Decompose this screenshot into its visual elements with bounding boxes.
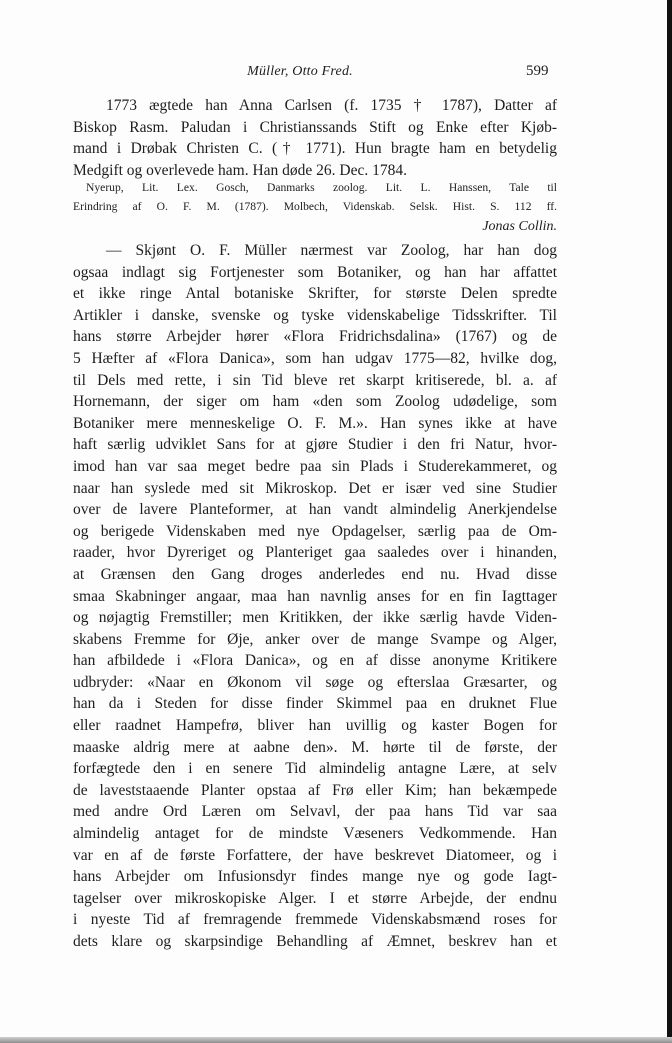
scan-edge-bottom	[0, 1037, 672, 1043]
text-line: maaske aldrig mere at aabne den». M. hørte til de første, der	[73, 738, 557, 756]
reference-line: Erindring af O. F. M. (1787). Molbech, Videnskab. Selsk. Hist. S. 112 ff.	[73, 200, 557, 213]
text-line: dets klare og skarpsindige Behandling af Æmnet, beskrev han et	[73, 933, 557, 950]
text-line: Hornemann, der siger om ham «den som Zoolog udødelige, som	[73, 393, 557, 411]
text-line: et ikke ringe Antal botaniske Skrifter, for største Delen spredte	[73, 285, 557, 303]
text-line: hans større Arbejder hører «Flora Fridrichsdalina» (1767) og de	[73, 328, 557, 346]
text-line: Botaniker mere menneskelige O. F. M.». Han synes ikke at have	[73, 414, 557, 432]
text-line: mand i Drøbak Christen C. († 1771). Hun bragte ham en betydelig	[73, 140, 557, 158]
scan-edge-right	[667, 0, 672, 1043]
text-line: i nyeste Tid af fremragende fremmede Videnskabsmænd roses for	[73, 911, 557, 929]
running-head: Müller, Otto Fred.	[247, 64, 353, 79]
text-line: 1773 ægtede han Anna Carlsen (f. 1735 † 1787), Datter af	[106, 97, 557, 114]
text-line: at Grænsen den Gang droges anderledes end nu. Hvad disse	[73, 565, 557, 583]
text-line: han afbildede i «Flora Danica», og en af disse anonyme Kritikere	[73, 652, 557, 670]
text-line: 5 Hæfter af «Flora Danica», som han udgav 1775—82, hvilke dog,	[73, 349, 557, 367]
text-line: over de lavere Planteformer, at han vandt almindelig Anerkjendelse	[73, 501, 557, 519]
text-line: almindelig antaget for de mindste Væseners Vedkommende. Han	[73, 825, 557, 843]
text-line: udbryder: «Naar en Økonom vil søge og efterslaa Græsarter, og	[73, 673, 557, 691]
text-line: tagelser over mikroskopiske Alger. I et større Arbejde, der endnu	[73, 889, 557, 907]
text-line: Artikler i danske, svenske og tyske videnskabelige Tidsskrifter. Til	[73, 306, 557, 324]
text-line: — Skjønt O. F. Müller nærmest var Zoolog, har han dog	[106, 242, 557, 259]
entry-end-paragraph	[73, 95, 557, 181]
text-line: skabens Fremme for Øje, anker over de mange Svampe og Alger,	[73, 630, 557, 648]
text-line: til Dels med rette, i sin Tid bleve ret skarpt kritiserede, bl. a. af	[73, 371, 557, 389]
text-line: og berigede Videnskaben med nye Opdagelser, særlig paa de Om-	[73, 522, 557, 540]
references-block	[73, 178, 557, 237]
text-line: var en af de første Forfattere, der have beskrevet Diatomeer, og i	[73, 846, 557, 864]
text-line: naar han syslede med sit Mikroskop. Det er især ved sine Studier	[73, 479, 557, 497]
botany-entry-paragraph	[73, 240, 557, 953]
text-line: ogsaa indlagt sig Fortjenester som Botaniker, og han har affattet	[73, 263, 557, 281]
text-line: og nøjagtig Fremstiller; men Kritikken, der ikke særlig havde Viden-	[73, 609, 557, 627]
text-line: han da i Steden for disse finder Skimmel paa en druknet Flue	[73, 695, 557, 713]
text-line: Medgift og overlevede ham. Han døde 26. Dec. 1784.	[73, 161, 408, 179]
text-line: Biskop Rasm. Paludan i Christianssands Stift og Enke efter Kjøb-	[73, 118, 557, 136]
text-line: imod han var saa meget bedre paa sin Plads i Studerekammeret, og	[73, 457, 557, 475]
reference-line: Nyerup, Lit. Lex. Gosch, Danmarks zoolog. Lit. L. Hanssen, Tale til	[86, 181, 557, 194]
text-line: med andre Ord Læren om Selvavl, der paa hans Tid var saa	[73, 803, 557, 821]
author-signature: Jonas Collin.	[482, 219, 557, 234]
text-line: hans Arbejder om Infusionsdyr findes mange nye og gode Iagt-	[73, 868, 557, 886]
text-line: de laveststaaende Planter opstaa af Frø eller Kim; han bekæmpede	[73, 781, 557, 799]
text-line: forfægtede den i en senere Tid almindelig antagne Lære, at selv	[73, 760, 557, 778]
text-line: haft særlig udviklet Sans for at gjøre Studier i den fri Natur, hvor-	[73, 436, 557, 454]
text-line: raader, hvor Dyreriget og Planteriget gaa saaledes over i hinanden,	[73, 544, 557, 562]
text-line: smaa Skabninger angaar, maa han navnlig anses for en fin Iagttager	[73, 587, 557, 605]
page-number: 599	[526, 63, 549, 79]
text-line: eller raadnet Hampefrø, bliver han uvillig og kaster Bogen for	[73, 717, 557, 735]
